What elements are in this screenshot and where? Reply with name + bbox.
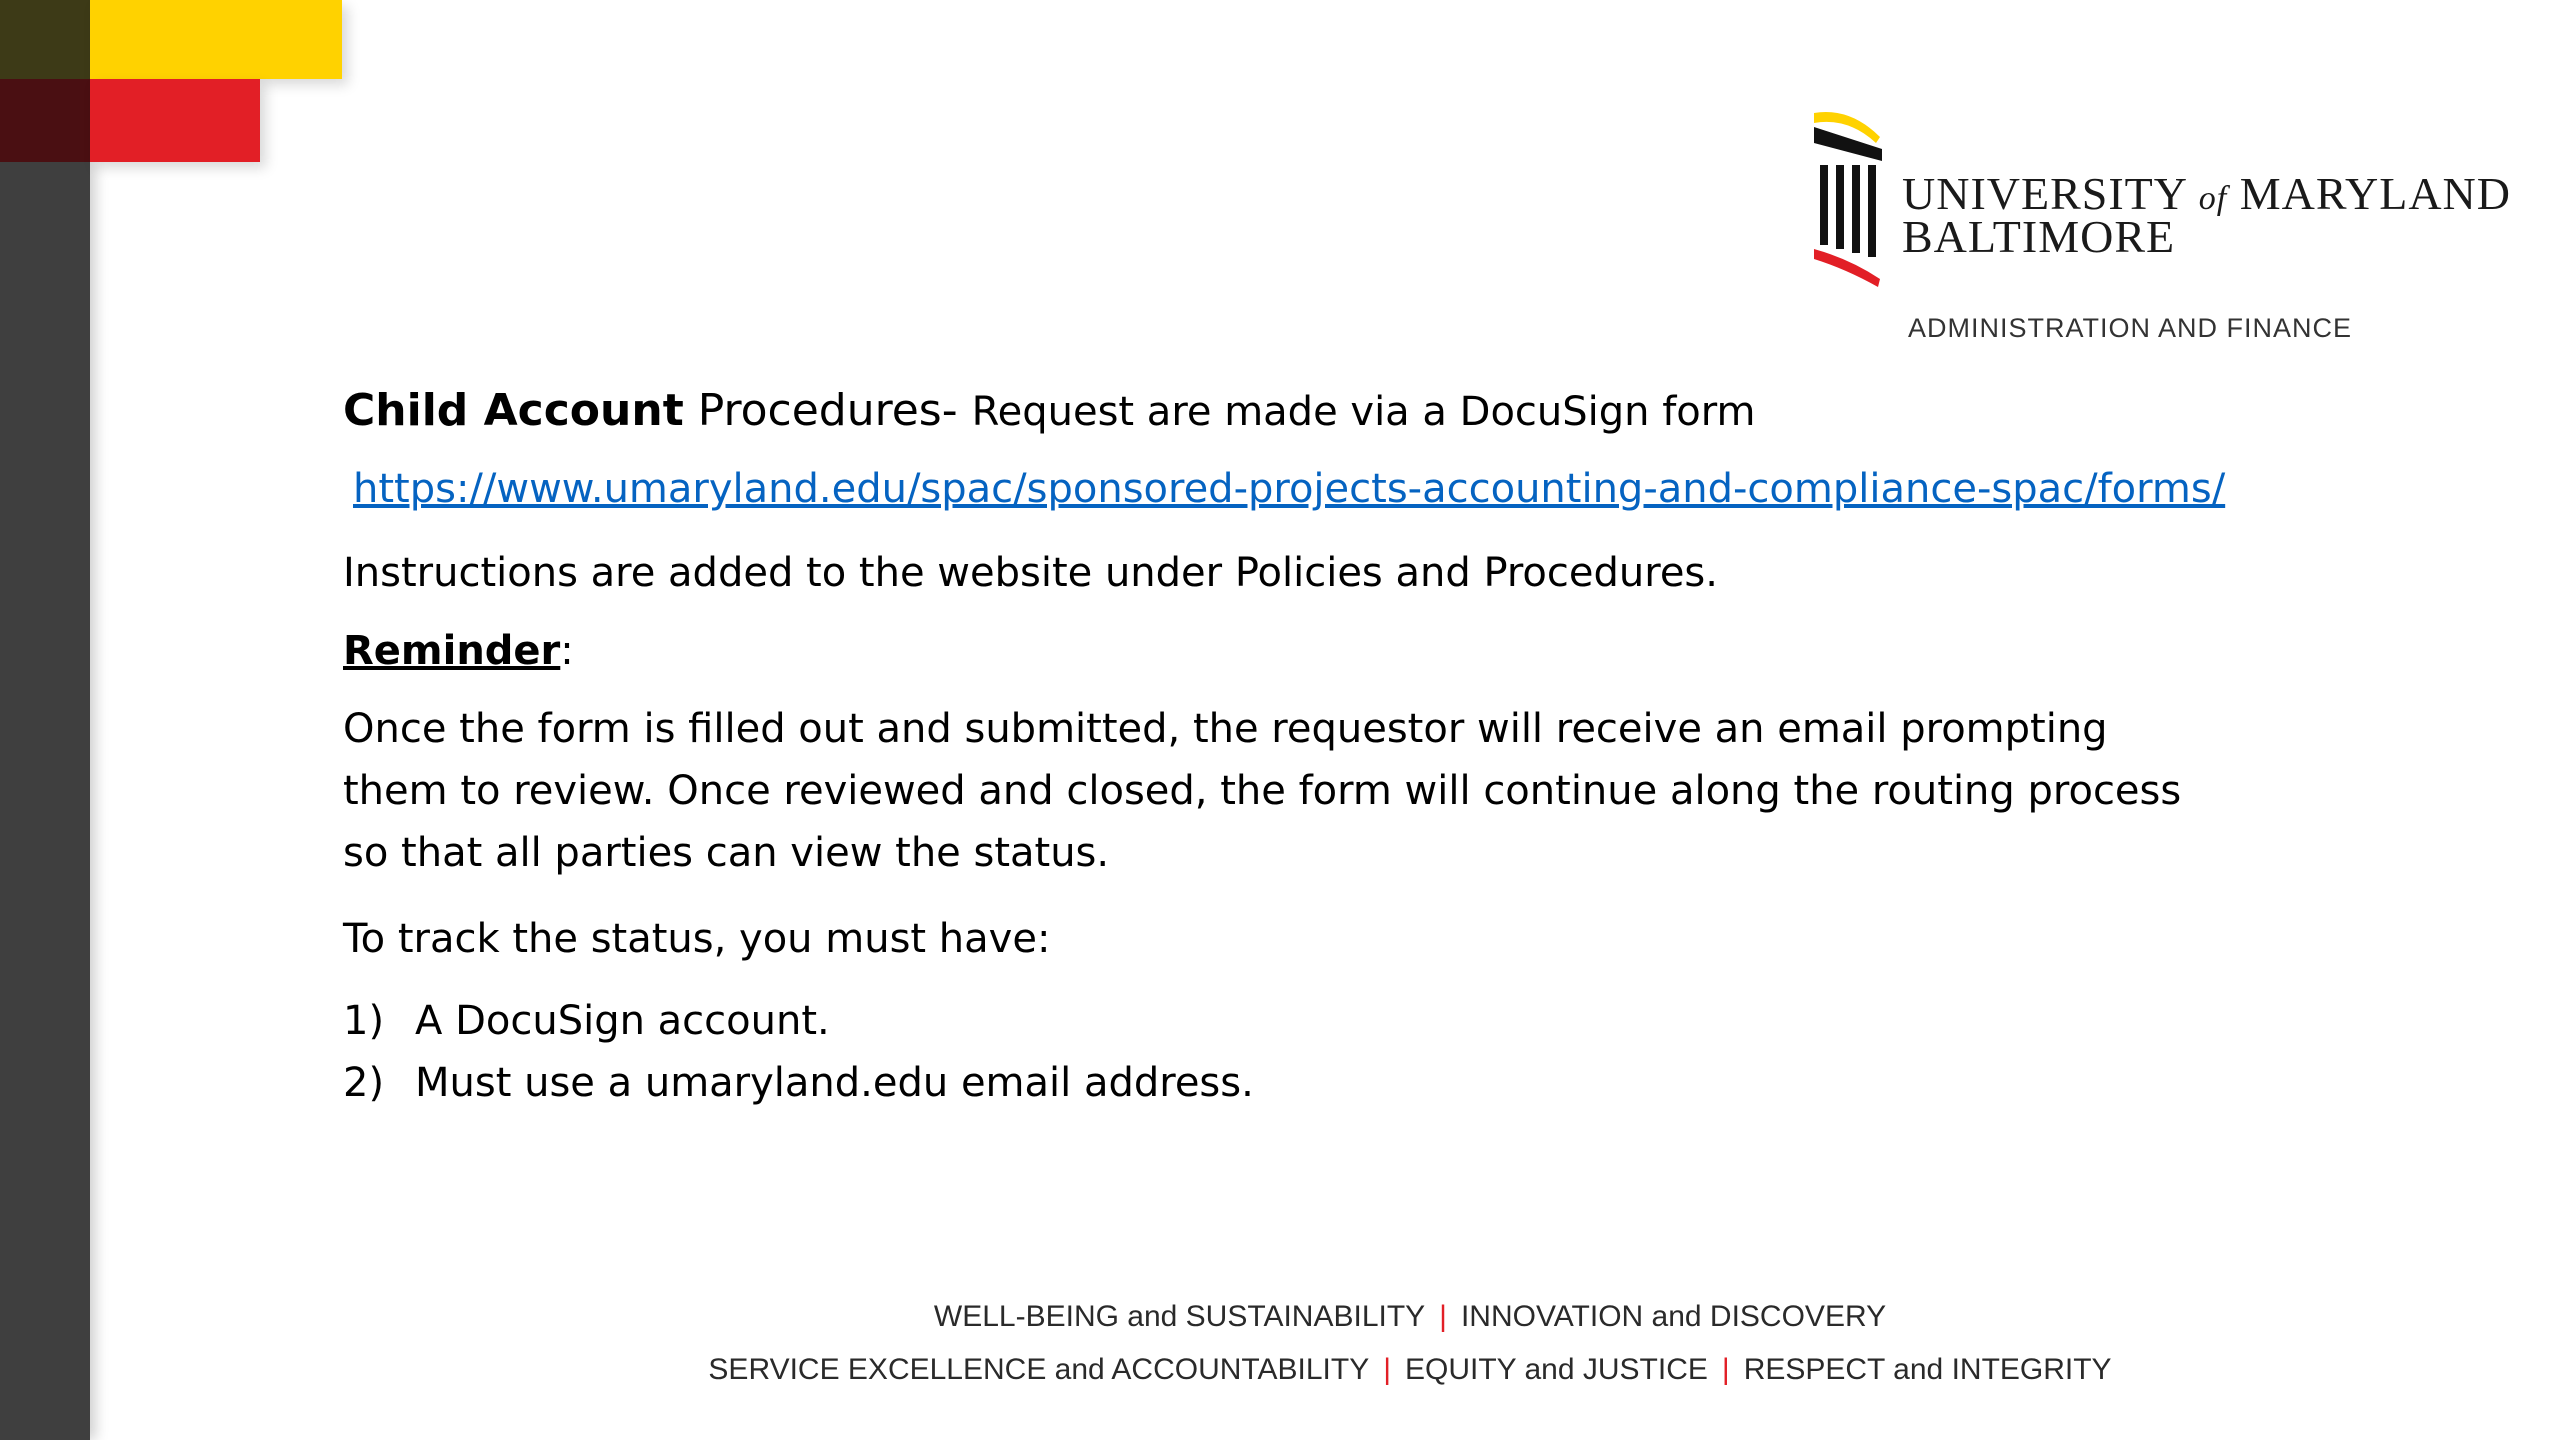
heading-procedures: Procedures- — [697, 385, 958, 436]
footer-values-line-1: WELL-BEING and SUSTAINABILITY | INNOVATION and DISCOVERY — [933, 1300, 1887, 1333]
corner-yellow-block — [90, 0, 342, 79]
corner-darkred-block — [0, 79, 90, 162]
logo-university-name: UNIVERSITY of MARYLAND — [1902, 168, 2511, 219]
forms-link[interactable]: https://www.umaryland.edu/spac/sponsored-projects-accounting-and-compliance-spac/forms/ — [353, 466, 2226, 512]
footer-values-line-2: SERVICE EXCELLENCE and ACCOUNTABILITY | EQUITY and JUSTICE | RESPECT and INTEGRITY — [708, 1353, 2112, 1386]
umb-logo — [1810, 105, 2511, 355]
logo-subtitle: ADMINISTRATION AND FINANCE — [1908, 313, 2353, 343]
heading-rest: Request are made via a DocuSign form — [971, 389, 1756, 435]
slide-body — [343, 385, 2243, 1114]
reminder-body: Once the form is filled out and submitted, the requestor will receive an email prompting them to review. Once reviewed and closed, the form will continue along the routing process so that all parties can view the status. — [343, 706, 2182, 876]
corner-dark-block — [0, 0, 90, 79]
track-intro: To track the status, you must have: — [343, 916, 1051, 962]
requirements-list — [343, 990, 2243, 1114]
left-decorative-bar — [0, 0, 90, 1440]
instructions-text: Instructions are added to the website under Policies and Procedures. — [343, 550, 1718, 596]
corner-red-block — [90, 79, 260, 162]
list-item: 1) A DocuSign account. — [343, 998, 830, 1044]
umb-column-icon — [1810, 109, 1890, 289]
reminder-heading: Reminder: — [343, 628, 574, 674]
slide-heading — [343, 385, 2243, 436]
heading-bold: Child Account — [343, 385, 684, 436]
reminder-label: Reminder — [343, 628, 561, 674]
logo-campus-name: BALTIMORE — [1902, 211, 2176, 262]
list-item: 2) Must use a umaryland.edu email address. — [343, 1060, 1254, 1106]
